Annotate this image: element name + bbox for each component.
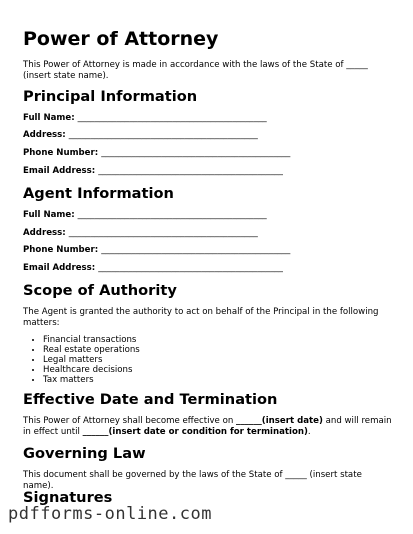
list-item: • Real estate operations xyxy=(43,345,140,355)
field-label: Email Address: xyxy=(23,166,96,176)
agent-address-field xyxy=(23,228,258,239)
list-item: • Financial transactions xyxy=(43,335,140,345)
principal-address-field xyxy=(23,130,258,141)
date-placeholder: ______(insert date) xyxy=(236,416,323,426)
field-label: Phone Number: xyxy=(23,245,99,255)
field-label: Phone Number: xyxy=(23,148,99,158)
principal-heading: Principal Information xyxy=(23,88,198,105)
blank-line: ___________________________________________ xyxy=(98,166,283,176)
governing-paragraph: This document shall be governed by the laws of the State of _____ (insert state name). xyxy=(23,470,362,491)
governing-heading: Governing Law xyxy=(23,445,146,462)
field-label: Full Name: xyxy=(23,210,75,220)
paragraph-text: and will remain in effect until xyxy=(23,416,392,437)
effective-heading: Effective Date and Termination xyxy=(23,391,278,408)
paragraph-text: . xyxy=(307,427,311,437)
scope-list xyxy=(23,335,140,385)
blank-line: ____________________________________________ xyxy=(68,130,258,140)
agent-phone-field xyxy=(23,245,290,256)
field-label: Email Address: xyxy=(23,263,96,273)
agent-full-name-field xyxy=(23,210,267,221)
principal-phone-field xyxy=(23,148,290,159)
blank-line: ____________________________________________ xyxy=(101,148,291,158)
agent-email-field xyxy=(23,263,283,274)
principal-full-name-field xyxy=(23,113,267,124)
termination-placeholder: ______(insert date or condition for termination) xyxy=(82,427,308,437)
field-label: Address: xyxy=(23,130,66,140)
blank-line: ___________________________________________ xyxy=(98,263,283,273)
list-item: • Legal matters xyxy=(43,355,140,365)
scope-paragraph: The Agent is granted the authority to act on behalf of the Principal in the following matters: xyxy=(23,307,379,328)
document-title: Power of Attorney xyxy=(23,28,219,50)
list-item: • Healthcare decisions xyxy=(43,365,140,375)
intro-paragraph: This Power of Attorney is made in accordance with the laws of the State of _____ (insert state name). xyxy=(23,60,368,81)
watermark: pdfforms-online.com xyxy=(8,504,212,524)
blank-line: ____________________________________________ xyxy=(68,228,258,238)
blank-line: ____________________________________________ xyxy=(77,113,267,123)
blank-line: ____________________________________________ xyxy=(77,210,267,220)
paragraph-text: This Power of Attorney shall become effective on xyxy=(23,416,237,426)
principal-email-field xyxy=(23,166,283,177)
field-label: Full Name: xyxy=(23,113,75,123)
signatures-heading: Signatures xyxy=(23,489,113,506)
field-label: Address: xyxy=(23,228,66,238)
scope-heading: Scope of Authority xyxy=(23,282,177,299)
agent-heading: Agent Information xyxy=(23,185,174,202)
effective-paragraph xyxy=(23,416,393,438)
list-item: • Tax matters xyxy=(43,375,140,385)
blank-line: ____________________________________________ xyxy=(101,245,291,255)
